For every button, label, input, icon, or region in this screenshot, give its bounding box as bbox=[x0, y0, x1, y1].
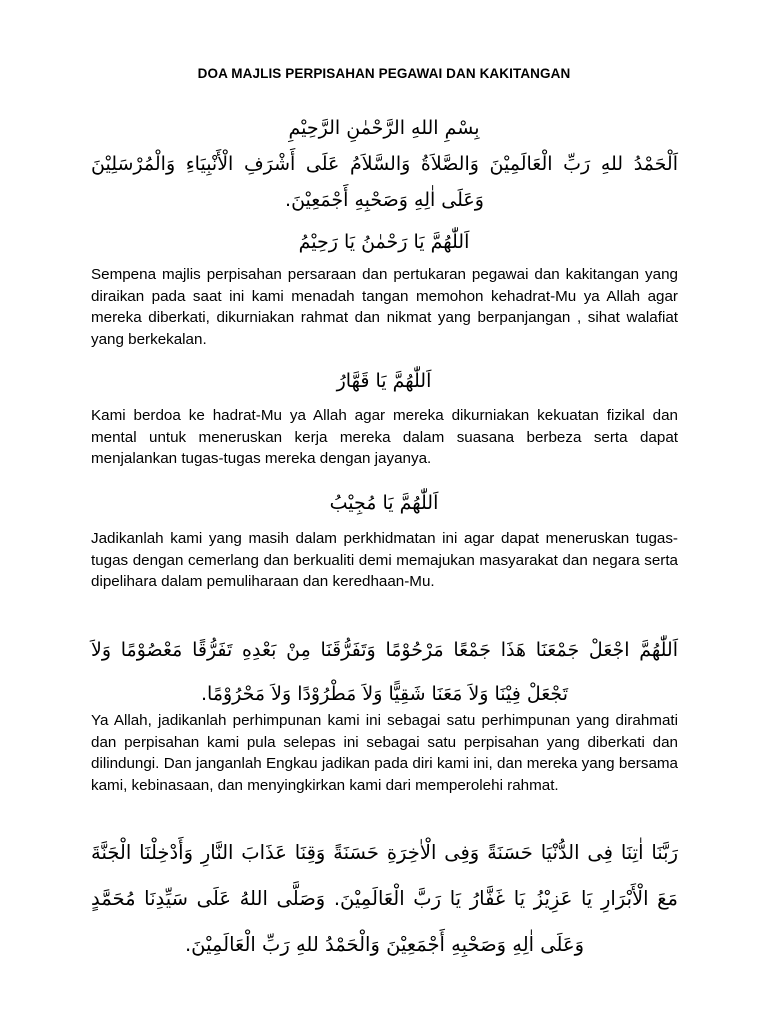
invocation-ya-rahman: اَللّٰهُمَّ يَا رَحْمٰنُ يَا رَحِيْمُ bbox=[298, 231, 470, 253]
arabic-prayer-gathering: اَللّٰهُمَّ اجْعَلْ جَمْعَنَا هَذَا جَمْعًا مَرْحُوْمًا وَتَفَرُّقَنَا مِنْ بَعْدِهِ تَفَرُّقًا مَعْصُوْمًا وَلاَ تَجْعَلْ فِيْنَا وَلاَ مَعَنَا شَقِيًّا وَلاَ مَطْرُوْدًا وَلاَ مَحْرُوْمًا. bbox=[91, 639, 678, 705]
paragraph-strength: Kami berdoa ke hadrat-Mu ya Allah agar mereka dikurniakan kekuatan fizikal dan mental untuk meneruskan kerja mereka dalam suasana berbeza serta dapat menjalankan tugas-tugas mereka dengan jayanya. bbox=[91, 407, 678, 467]
paragraph-farewell-blessing: Sempena majlis perpisahan persaraan dan pertukaran pegawai dan kakitangan yang diraikan pada saat ini kami menadah tangan memohon kehadrat-Mu ya Allah agar mereka diberkati, dikurniakan rahmat dan nikmat yang berpanjangan , sihat walafiat yang berkekalan. bbox=[91, 266, 678, 348]
paragraph-continuing-service: Jadikanlah kami yang masih dalam perkhidmatan ini agar dapat meneruskan tugas-tugas dengan cemerlang dan berkualiti demi memajukan masyarakat dan negara serta dipelihara dalam pemuliharaan dan keredhaan-Mu. bbox=[91, 530, 678, 590]
basmalah: بِسْمِ اللهِ الرَّحْمٰنِ الرَّحِيْمِ bbox=[288, 117, 480, 139]
invocation-ya-qahhar: اَللّٰهُمَّ يَا قَهَّارُ bbox=[336, 370, 432, 392]
opening-praise: اَلْحَمْدُ للهِ رَبِّ الْعَالَمِيْنَ وَالصَّلاَةُ وَالسَّلاَمُ عَلَى أَشْرَفِ الْأَنْبِيَاءِ وَالْمُرْسَلِيْنَ وَعَلَى اٰلِهِ وَصَحْبِهِ أَجْمَعِيْنَ. bbox=[91, 153, 678, 211]
closing-prayer: رَبَّنَا اٰتِنَا فِى الدُّنْيَا حَسَنَةً وَفِى الْاٰخِرَةِ حَسَنَةً وَقِنَا عَذَابَ النَّارِ وَأَدْخِلْنَا الْجَنَّةَ مَعَ الْأَبْرَارِ يَا عَزِيْزُ يَا غَفَّارُ يَا رَبَّ الْعَالَمِيْنَ. وَصَلَّى اللهُ عَلَى سَيِّدِنَا مُحَمَّدٍ وَعَلَى اٰلِهِ وَصَحْبِهِ أَجْمَعِيْنَ وَالْحَمْدُ للهِ رَبِّ الْعَالَمِيْنَ. bbox=[91, 841, 678, 956]
paragraph-gathering-translation: Ya Allah, jadikanlah perhimpunan kami ini sebagai satu perhimpunan yang dirahmati dan perpisahan kami pula selepas ini sebagai satu perpisahan yang diberkati dan dilindungi. Dan janganlah Engkau jadikan pada diri kami ini, dan mereka yang bersama kami, kebinasaan, dan menyingkirkan kami dari memperolehi rahmat. bbox=[91, 712, 678, 794]
invocation-ya-mujib: اَللّٰهُمَّ يَا مُجِيْبُ bbox=[329, 492, 439, 514]
document-title: DOA MAJLIS PERPISAHAN PEGAWAI DAN KAKITANGAN bbox=[197, 66, 571, 81]
